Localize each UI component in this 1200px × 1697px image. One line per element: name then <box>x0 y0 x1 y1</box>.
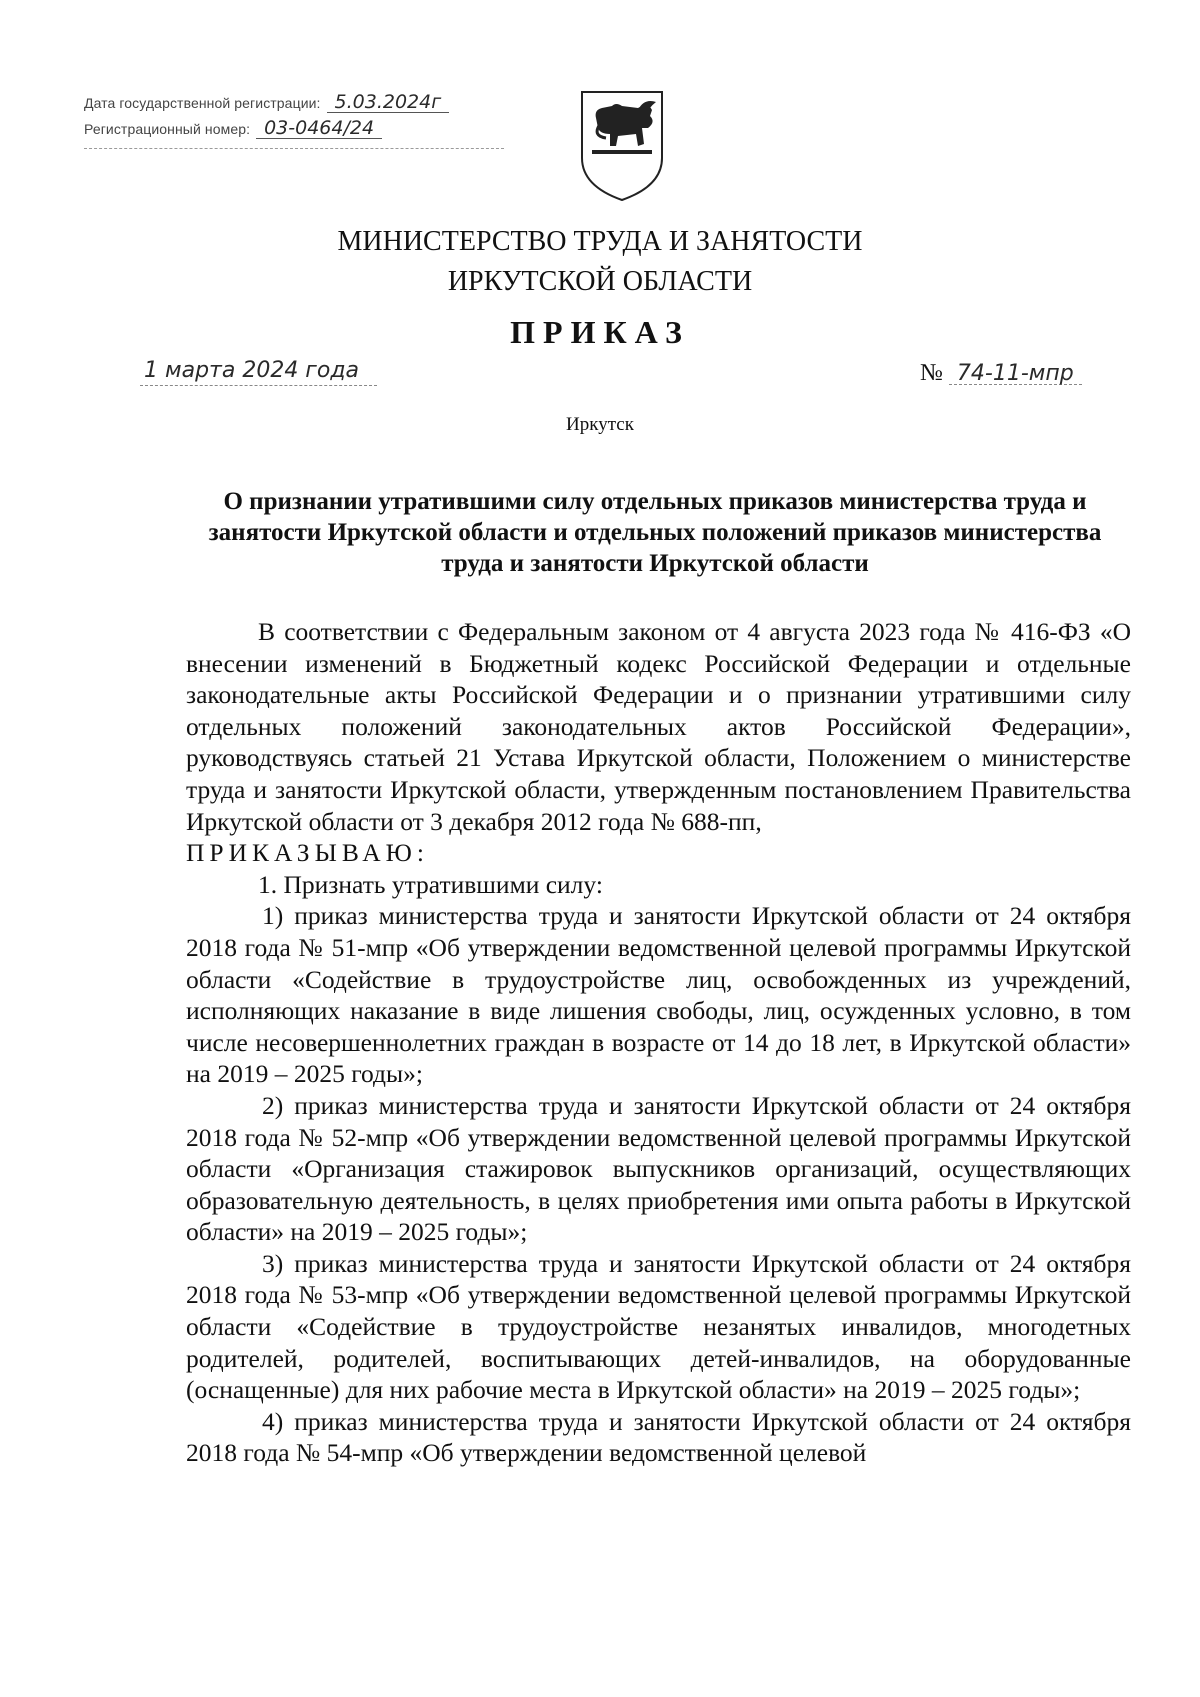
document-body <box>186 616 1131 1469</box>
preamble-paragraph: В соответствии с Федеральным законом от 4 августа 2023 года № 416-ФЗ «О внесении изменений в Бюджетный кодекс Российской Федерации и отдельные законодательные акты Российской Федерации и о признании утратившими силу отдельных положений законодательных актов Российской Федерации», руководствуясь статьей 21 Устава Иркутской области, Положением о министерстве труда и занятости Иркутской области, утвержденным постановлением Правительства Иркутской области от 3 декабря 2012 года № 688-пп, <box>186 617 1131 836</box>
registration-date-value: 5.03.2024г <box>327 92 450 113</box>
registration-date-line <box>84 90 524 116</box>
order-date: 1 марта 2024 года <box>140 358 377 386</box>
list-item: 2) приказ министерства труда и занятости Иркутской области от 24 октября 2018 года № 52-мпр «Об утверждении ведомственной целевой программы Иркутской области «Организация стажировок выпускников организаций, осуществляющих образовательную деятельность, в целях приобретения ими опыта работы в Иркутской области» на 2019 – 2025 годы»; <box>186 1090 1131 1247</box>
list-item: 1) приказ министерства труда и занятости Иркутской области от 24 октября 2018 года № 51-мпр «Об утверждении ведомственной целевой программы Иркутской области «Содействие в трудоустройстве лиц, освобожденных из учреждений, исполняющих наказание в виде лишения свободы, лиц, осужденных условно, в том числе несовершеннолетних граждан в возрасте от 14 до 18 лет, в Иркутской области» на 2019 – 2025 годы»; <box>186 901 1131 1089</box>
document-title: О признании утратившими силу отдельных приказов министерства труда и занятости Иркутской области и отдельных положений приказов министерства труда и занятости Иркутской области <box>208 488 1102 577</box>
registration-stamp <box>84 90 524 149</box>
ministry-line-1: МИНИСТЕРСТВО ТРУДА И ЗАНЯТОСТИ <box>337 226 863 257</box>
order-number-block <box>920 360 1082 387</box>
registration-date-label: Дата государственной регистрации: <box>84 95 321 111</box>
registration-number-value: 03-0464/24 <box>256 118 382 139</box>
order-number: 74-11-мпр <box>949 364 1082 385</box>
ministry-name <box>0 222 1200 302</box>
list-item: 4) приказ министерства труда и занятости Иркутской области от 24 октября 2018 года № 54-мпр «Об утверждении ведомственной целевой <box>186 1406 1131 1468</box>
number-sign: № <box>920 360 943 386</box>
point-1: 1. Признать утратившими силу: <box>258 869 603 899</box>
registration-number-label: Регистрационный номер: <box>84 121 251 137</box>
registration-number-line <box>84 116 524 142</box>
coat-of-arms-icon <box>578 88 666 204</box>
ministry-line-2: ИРКУТСКОЙ ОБЛАСТИ <box>447 266 753 297</box>
registration-divider <box>84 148 504 149</box>
order-title: ПРИКАЗ <box>510 314 690 350</box>
order-word: ПРИКАЗЫВАЮ: <box>186 838 429 868</box>
city: Иркутск <box>566 414 634 435</box>
list-item: 3) приказ министерства труда и занятости Иркутской области от 24 октября 2018 года № 53-мпр «Об утверждении ведомственной целевой программы Иркутской области «Содействие в трудоустройстве незанятых инвалидов, многодетных родителей, родителей, воспитывающих детей-инвалидов, на оборудованные (оснащенные) для них рабочие места в Иркутской области» на 2019 – 2025 годы»; <box>186 1248 1131 1405</box>
